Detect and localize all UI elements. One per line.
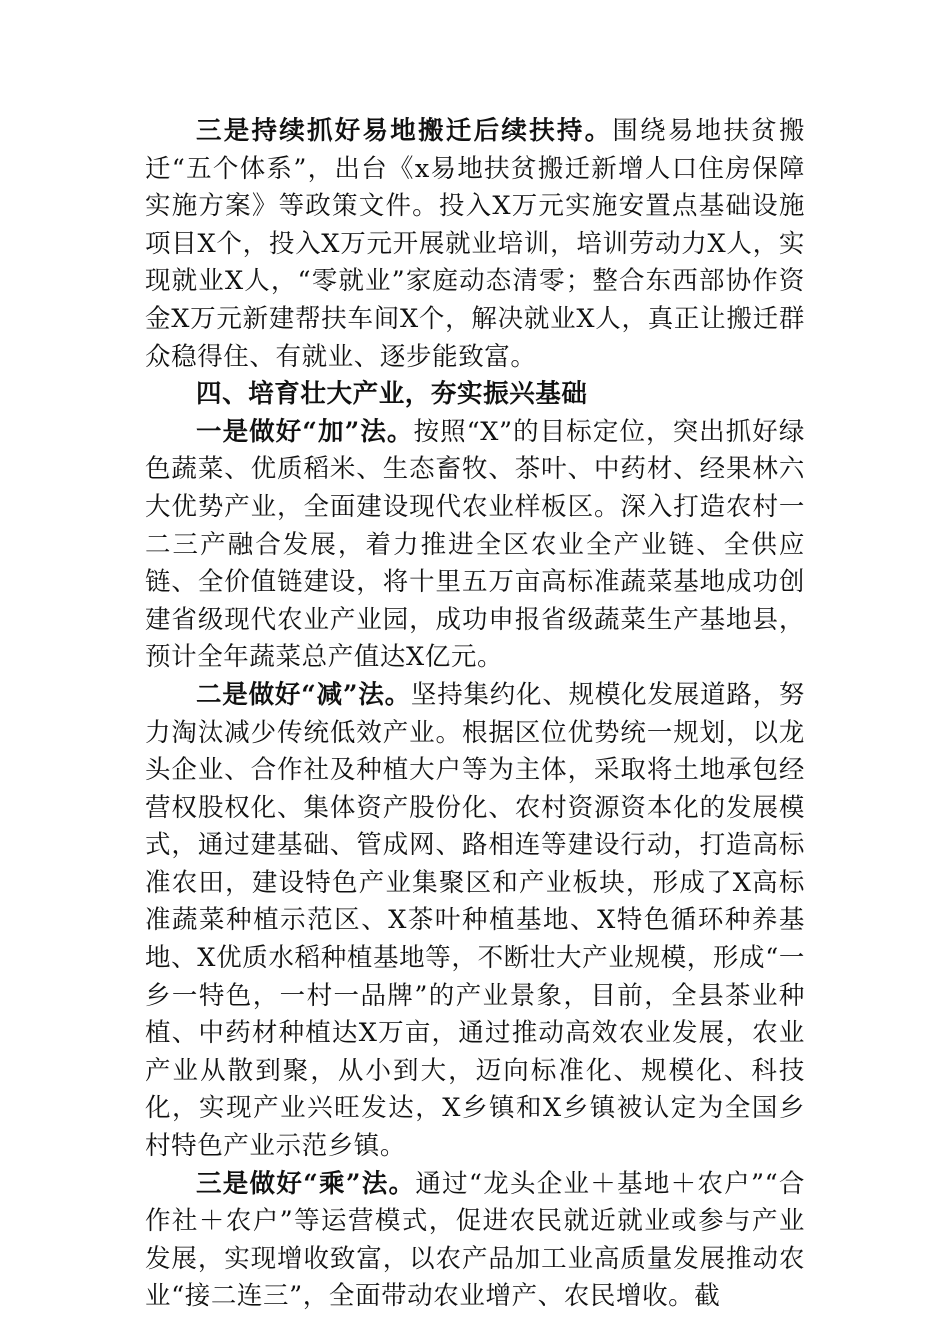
paragraph-lead: 三是做好“乘”法。 xyxy=(196,1168,416,1199)
section-heading: 四、培育壮大产业，夯实振兴基础 xyxy=(196,379,588,410)
paragraph-addition xyxy=(145,414,805,677)
paragraph-body: 围绕易地扶贫搬迁“五个体系”，出台《x易地扶贫搬迁新增人口住房保障实施方案》等政策文件。投入X万元实施安置点基础设施项目X个，投入X万元开展就业培训，培训劳动力X人，实现就业X人，“零就业”家庭动态清零；整合东西部协作资金X万元新建帮扶车间X个，解决就业X人，真正让搬迁群众稳得住、有就业、逐步能致富。 xyxy=(145,116,805,372)
document-page xyxy=(145,113,805,1316)
paragraph-subtraction xyxy=(145,677,805,1166)
paragraph-relocation-support xyxy=(145,113,805,376)
paragraph-lead: 一是做好“加”法。 xyxy=(196,416,414,447)
paragraph-body: 通过“龙头企业＋基地＋农户”“合作社＋农户”等运营模式，促进农民就近就业或参与产业发展，实现增收致富，以农产品加工业高质量发展推动农业“接二连三”，全面带动农业增产、农民增收。截 xyxy=(145,1168,805,1312)
paragraph-lead: 三是持续抓好易地搬迁后续扶持。 xyxy=(196,116,613,146)
paragraph-body: 坚持集约化、规模化发展道路，努力淘汰减少传统低效产业。根据区位优势统一规划，以龙头企业、合作社及种植大户等为主体，采取将土地承包经营权股权化、集体资产股份化、农村资源资本化的发展模式，通过建基础、管成网、路相连等建设行动，打造高标准农田，建设特色产业集聚区和产业板块，形成了X高标准蔬菜种植示范区、X茶叶种植基地、X特色循环种养基地、X优质水稻种植基地等，不断壮大产业规模，形成“一乡一特色，一村一品牌”的产业景象，目前，全县茶业种植、中药材种植达X万亩，通过推动高效农业发展，农业产业从散到聚，从小到大，迈向标准化、规模化、科技化，实现产业兴旺发达，X乡镇和X乡镇被认定为全国乡村特色产业示范乡镇。 xyxy=(145,679,805,1162)
paragraph-multiplication xyxy=(145,1166,805,1316)
paragraph-lead: 二是做好“减”法。 xyxy=(196,679,411,710)
paragraph-body: 按照“X”的目标定位，突出抓好绿色蔬菜、优质稻米、生态畜牧、茶叶、中药材、经果林六大优势产业，全面建设现代农业样板区。深入打造农村一二三产融合发展，着力推进全区农业全产业链、全供应链、全价值链建设，将十里五万亩高标准蔬菜基地成功创建省级现代农业产业园，成功申报省级蔬菜生产基地县，预计全年蔬菜总产值达X亿元。 xyxy=(145,416,805,673)
